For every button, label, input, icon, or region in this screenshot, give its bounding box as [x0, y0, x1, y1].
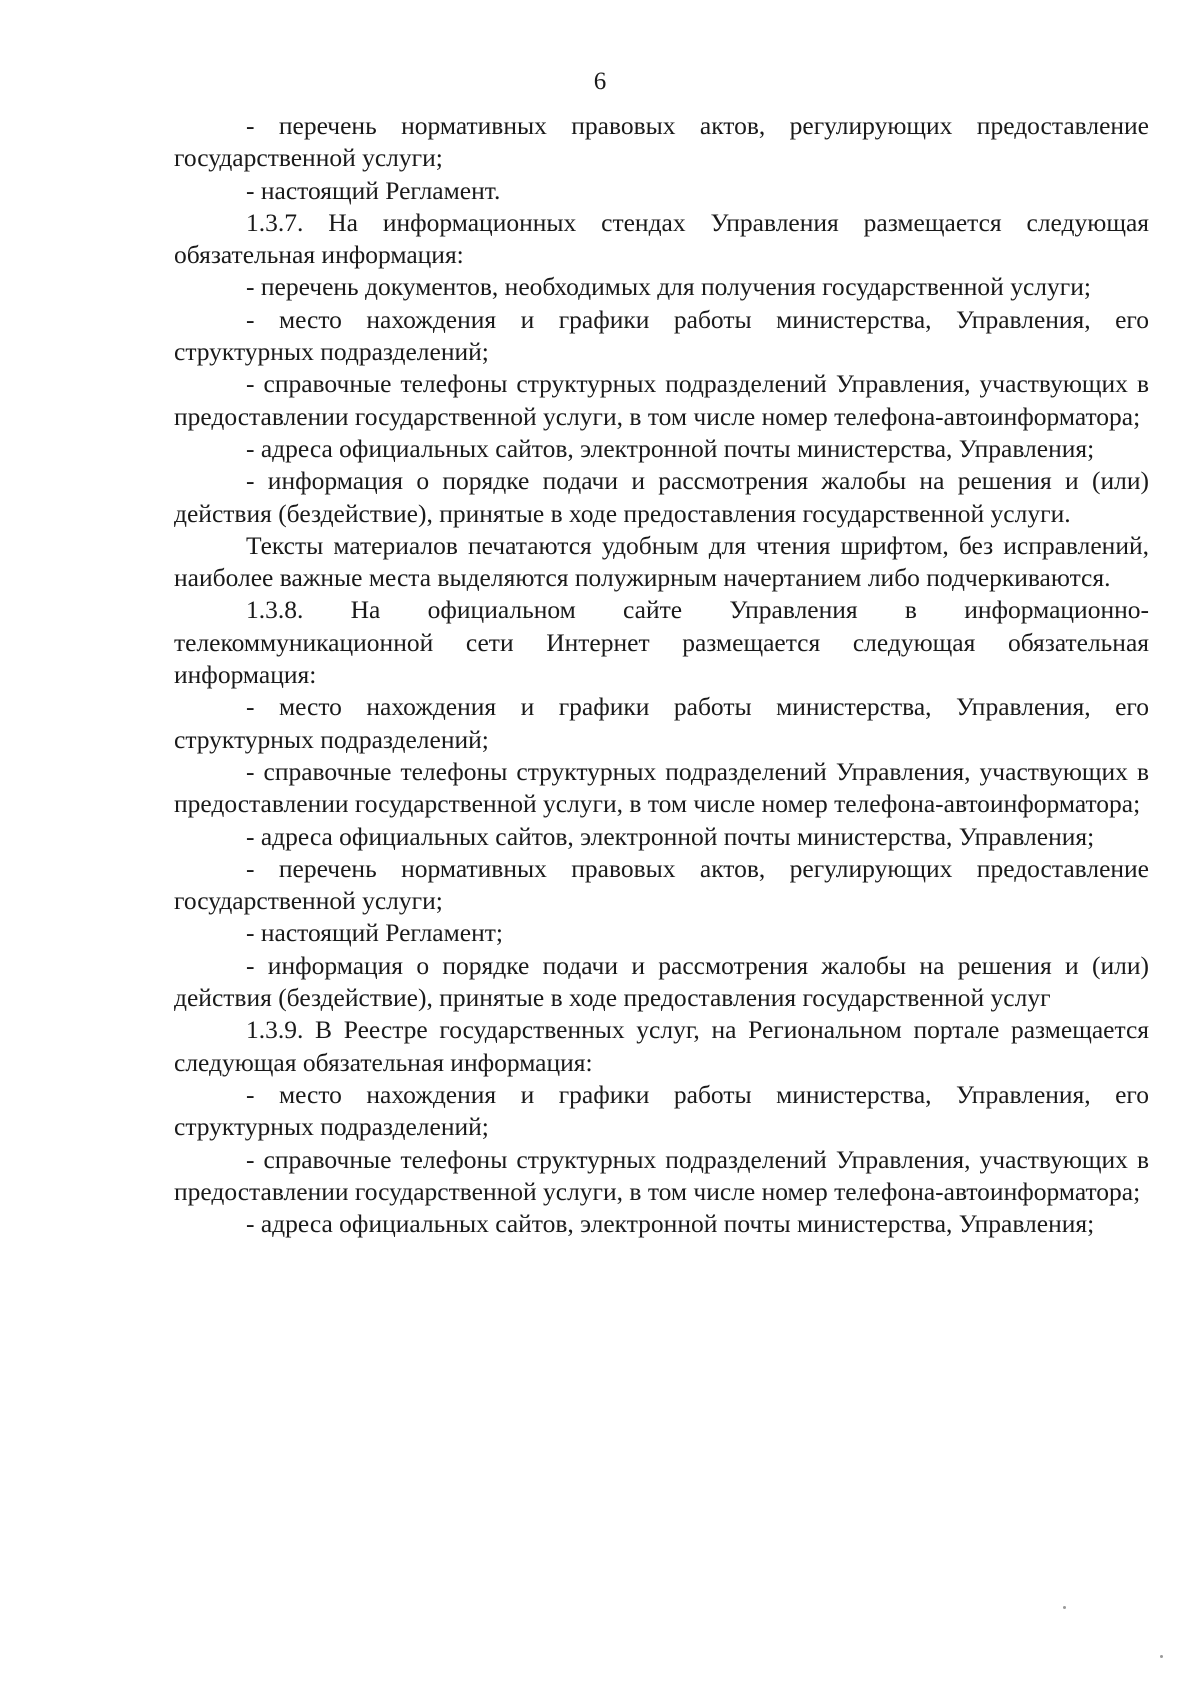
paragraph: - справочные телефоны структурных подразделений Управления, участвующих в предоставлении государственной услуги, в том числе номер телефона-автоинформатора; [174, 756, 1149, 819]
paragraph: - место нахождения и графики работы министерства, Управления, его структурных подразделений; [174, 304, 1149, 367]
section-1-3-7-paragraph: 1.3.7. На информационных стендах Управления размещается следующая обязательная информация: [174, 207, 1149, 270]
section-1-3-8-paragraph: 1.3.8. На официальном сайте Управления в информационно-телекоммуникационной сети Интернет размещается следующая обязательная информация: [174, 595, 1149, 690]
section-1-3-9-paragraph: 1.3.9. В Реестре государственных услуг, на Региональном портале размещается следующая обязательная информация: [174, 1015, 1149, 1077]
paragraph: - настоящий Регламент. [246, 175, 501, 205]
paragraph: Тексты материалов печатаются удобным для чтения шрифтом, без исправлений, наиболее важные места выделяются полужирным начертанием либо подчеркиваются. [174, 530, 1149, 593]
paragraph: - адреса официальных сайтов, электронной почты министерства, Управления; [246, 821, 1095, 851]
paragraph: - место нахождения и графики работы министерства, Управления, его структурных подразделений; [174, 1079, 1149, 1142]
paragraph: - настоящий Регламент; [246, 918, 503, 948]
paragraph: - место нахождения и графики работы министерства, Управления, его структурных подразделений; [174, 692, 1149, 754]
paragraph: - адреса официальных сайтов, электронной почты министерства, Управления; [246, 1209, 1095, 1239]
scan-speck [1160, 1655, 1163, 1658]
paragraph: - информация о порядке подачи и рассмотрения жалобы на решения и (или) действия (бездействие), принятые в ходе предоставления государственной услуг [174, 950, 1149, 1013]
paragraph: - справочные телефоны структурных подразделений Управления, участвующих в предоставлении государственной услуги, в том числе номер телефона-автоинформатора; [174, 369, 1149, 431]
paragraph: - справочные телефоны структурных подразделений Управления, участвующих в предоставлении государственной услуги, в том числе номер телефона-автоинформатора; [174, 1144, 1149, 1206]
paragraph: - перечень нормативных правовых актов, регулирующих предоставление государственной услуги; [174, 853, 1149, 916]
paragraph: - адреса официальных сайтов, электронной почты министерства, Управления; [246, 433, 1095, 463]
document-body [174, 110, 1149, 1240]
paragraph: - перечень нормативных правовых актов, регулирующих предоставление государственной услуги; [174, 111, 1149, 173]
scan-speck [1063, 1606, 1066, 1609]
page-number: 6 [593, 68, 607, 95]
paragraph: - информация о порядке подачи и рассмотрения жалобы на решения и (или) действия (бездействие), принятые в ходе предоставления государственной услуги. [174, 466, 1149, 528]
paragraph: - перечень документов, необходимых для получения государственной услуги; [246, 272, 1091, 302]
